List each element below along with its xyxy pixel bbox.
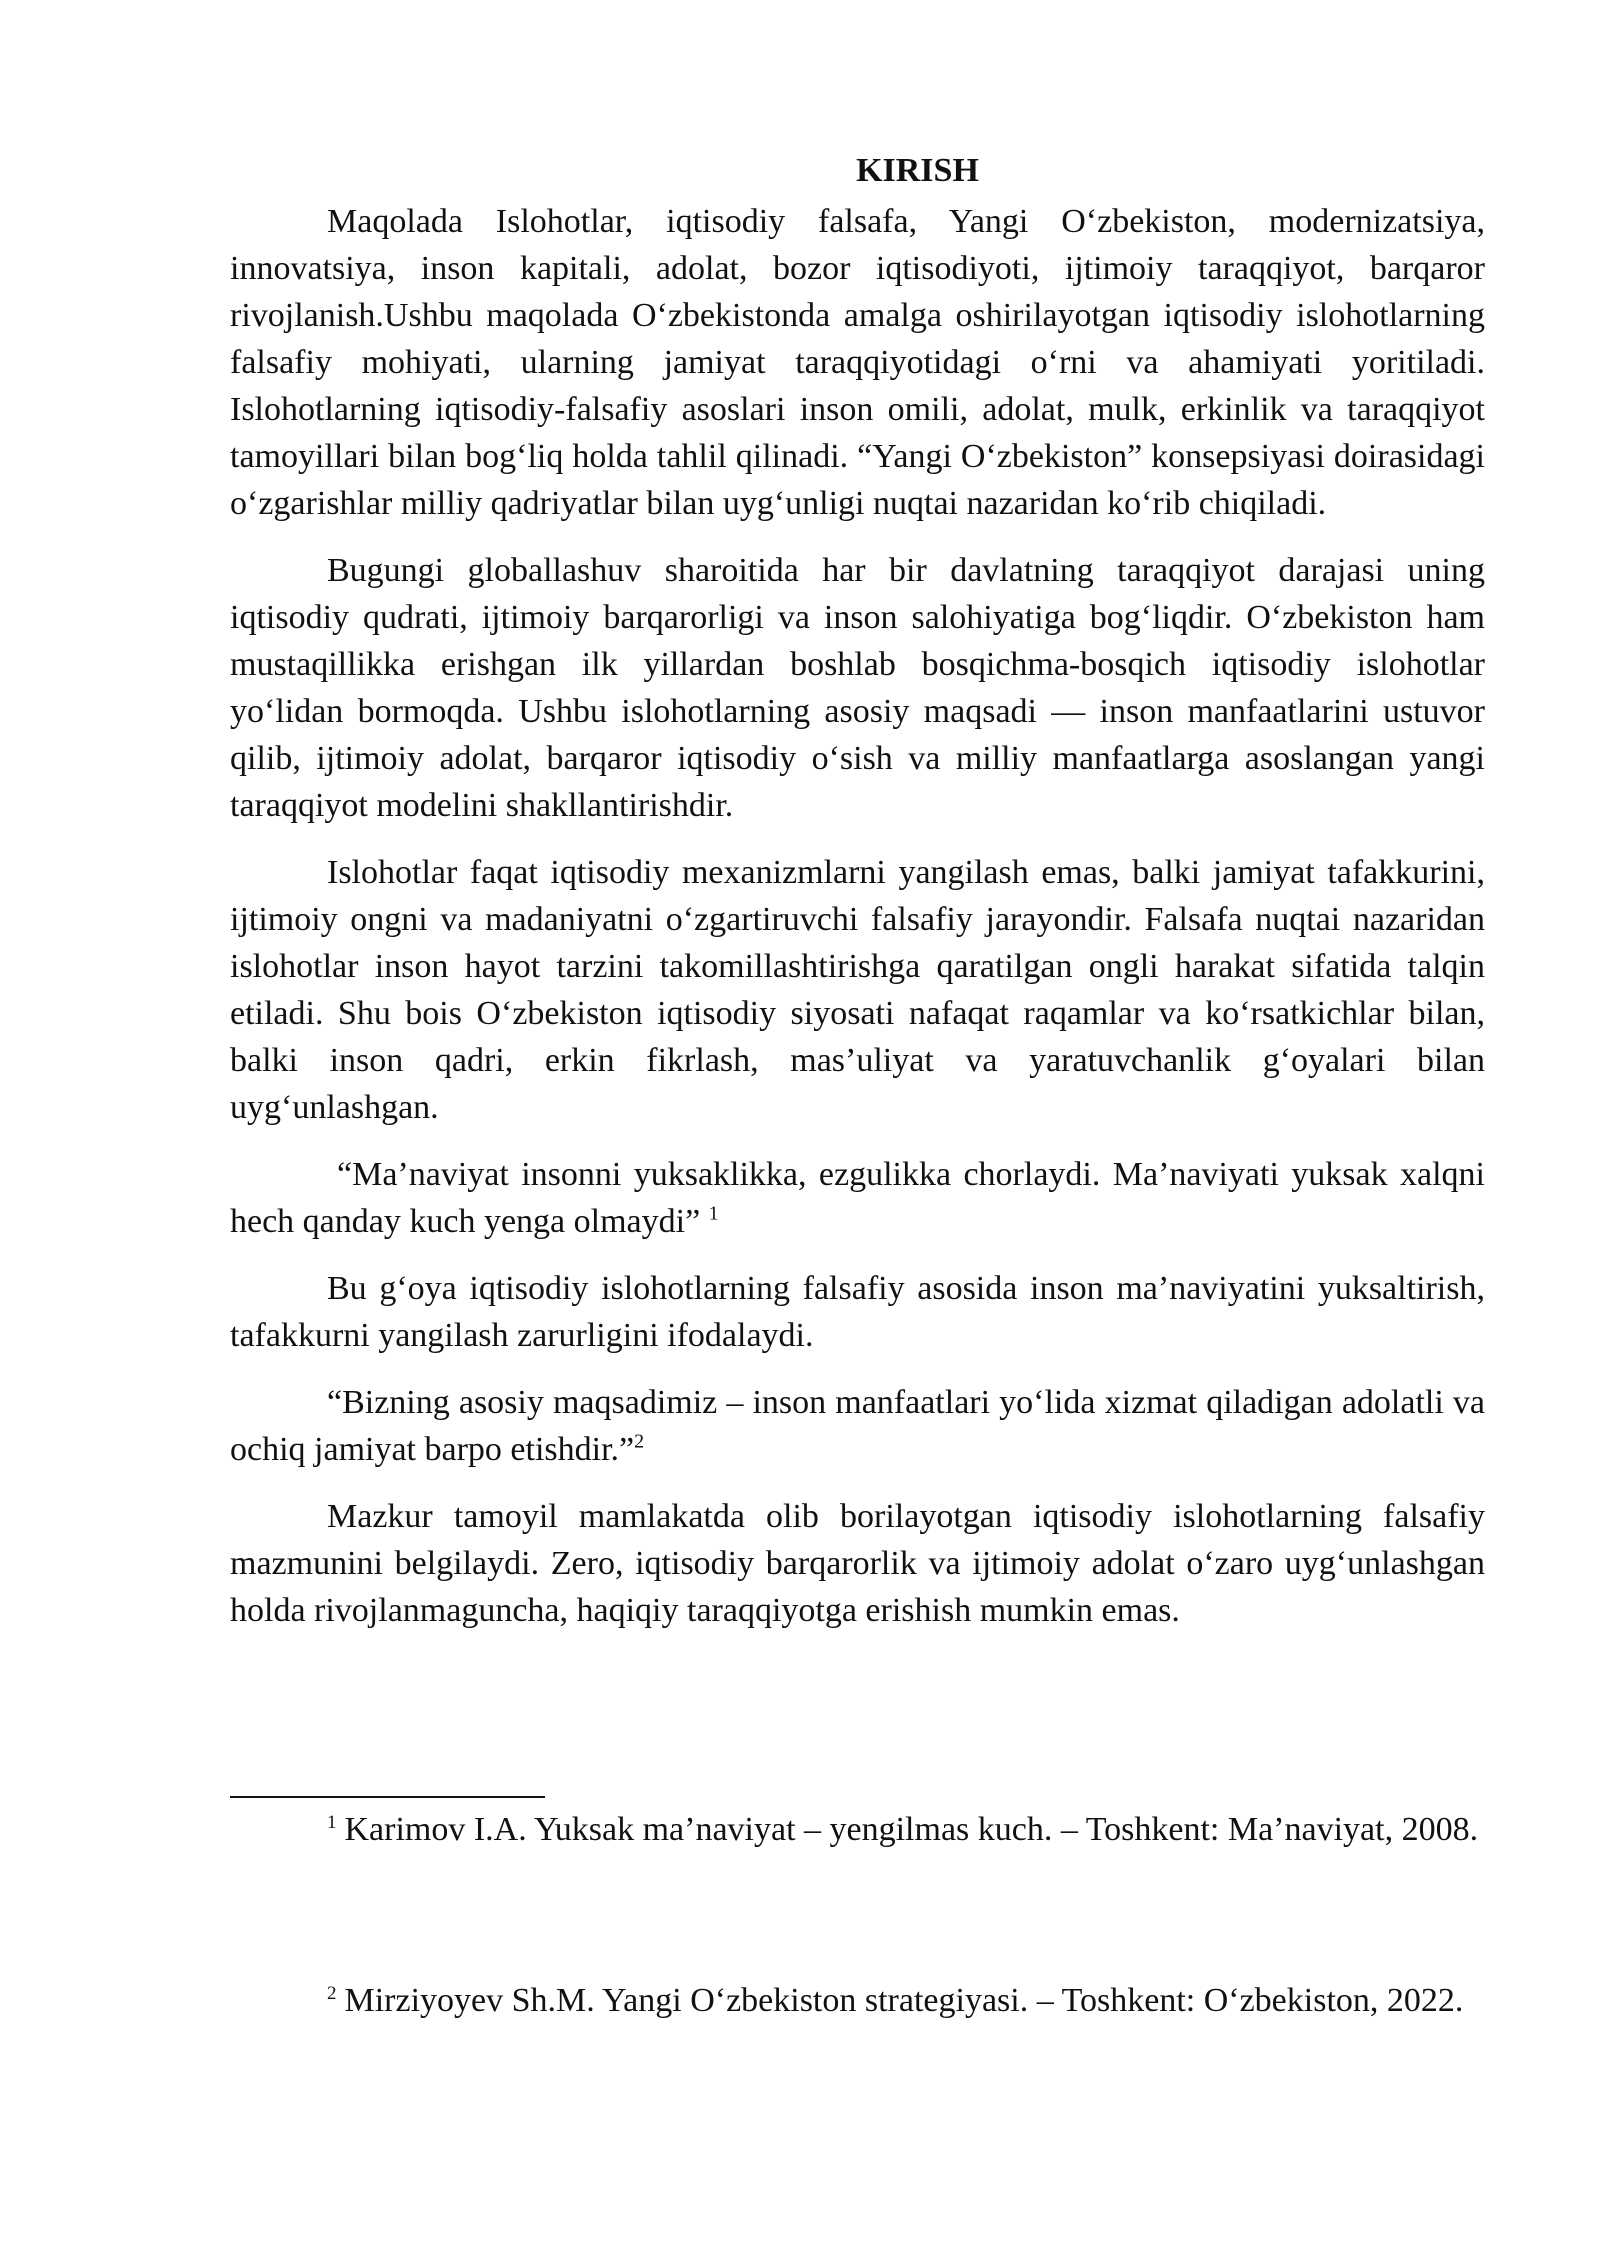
footnote-2 xyxy=(230,1977,1485,2024)
paragraph-globalization: Bugungi globallashuv sharoitida har bir davlatning taraqqiyot darajasi uning iqtisodiy qudrati, ijtimoiy barqarorligi va inson salohiyatiga bog‘liqdir. O‘zbekiston ham mustaqillikka erishgan ilk yillardan boshlab bosqichma-bosqich iqtisodiy islohotlar yo‘lidan bormoqda. Ushbu islohotlarning asosiy maqsadi — inson manfaatlarini ustuvor qilib, ijtimoiy adolat, barqaror iqtisodiy o‘sish va milliy manfaatlarga asoslangan yangi taraqqiyot modelini shakllantirishdir. xyxy=(230,552,1485,824)
paragraph-reforms: Islohotlar faqat iqtisodiy mexanizmlarni yangilash emas, balki jamiyat tafakkurini, ijtimoiy ongni va madaniyatni o‘zgartiruvchi falsafiy jarayondir. Falsafa nuqtai nazaridan islohotlar inson hayot tarzini takomillashtirishga qaratilgan ongli harakat sifatida talqin etiladi. Shu bois O‘zbekiston iqtisodiy siyosati nafaqat raqamlar va ko‘rsatkichlar bilan, balki inson qadri, erkin fikrlash, mas’uliyat va yaratuvchanlik g‘oyalari bilan uyg‘unlashgan. xyxy=(230,854,1485,1126)
paragraph-conclusion: Mazkur tamoyil mamlakatda olib borilayotgan iqtisodiy islohotlarning falsafiy mazmunini belgilaydi. Zero, iqtisodiy barqarorlik va ijtimoiy adolat o‘zaro uyg‘unlashgan holda rivojlanmaguncha, haqiqiy taraqqiyotga erishish mumkin emas. xyxy=(230,1498,1485,1629)
footnote-reference-1[interactable]: 1 xyxy=(708,1202,719,1225)
footnote-text: Mirziyoyev Sh.M. Yangi O‘zbekiston strategiyasi. – Toshkent: O‘zbekiston, 2022. xyxy=(344,1982,1464,2019)
footnote-mark: 2 xyxy=(327,1982,337,2004)
quote-text: “Bizning asosiy maqsadimiz – inson manfaatlari yo‘lida xizmat qiladigan adolatli va ochiq jamiyat barpo etishdir.” xyxy=(230,1384,1485,1468)
footnote-1 xyxy=(230,1806,1485,1853)
footnote-separator xyxy=(230,1796,545,1798)
footnote-text: Karimov I.A. Yuksak ma’naviyat – yengilmas kuch. – Toshkent: Ma’naviyat, 2008. xyxy=(344,1811,1479,1848)
quote-main-goal xyxy=(230,1379,1485,1473)
quote-text: “Ma’naviyat insonni yuksaklikka, ezgulikka chorlaydi. Ma’naviyati yuksak xalqni hech qanday kuch yenga olmaydi” xyxy=(230,1156,1485,1240)
document-page xyxy=(230,148,1485,1654)
footnote-reference-2[interactable]: 2 xyxy=(634,1430,645,1453)
page-title: KIRISH xyxy=(856,152,979,189)
footnote-mark: 1 xyxy=(327,1811,337,1833)
quote-spirituality xyxy=(230,1151,1485,1245)
paragraph-idea: Bu g‘oya iqtisodiy islohotlarning falsafiy asosida inson ma’naviyatini yuksaltirish, tafakkurni yangilash zarurligini ifodalaydi. xyxy=(230,1270,1485,1354)
paragraph-abstract: Maqolada Islohotlar, iqtisodiy falsafa, Yangi O‘zbekiston, modernizatsiya, innovatsiya, inson kapitali, adolat, bozor iqtisodiyoti, ijtimoiy taraqqiyot, barqaror rivojlanish.Ushbu maqolada O‘zbekistonda amalga oshirilayotgan iqtisodiy islohotlarning falsafiy mohiyati, ularning jamiyat taraqqiyotidagi o‘rni va ahamiyati yoritiladi. Islohotlarning iqtisodiy-falsafiy asoslari inson omili, adolat, mulk, erkinlik va taraqqiyot tamoyillari bilan bog‘liq holda tahlil qilinadi. “Yangi O‘zbekiston” konsepsiyasi doirasidagi o‘zgarishlar milliy qadriyatlar bilan uyg‘unligi nuqtai nazaridan ko‘rib chiqiladi. xyxy=(230,203,1485,522)
